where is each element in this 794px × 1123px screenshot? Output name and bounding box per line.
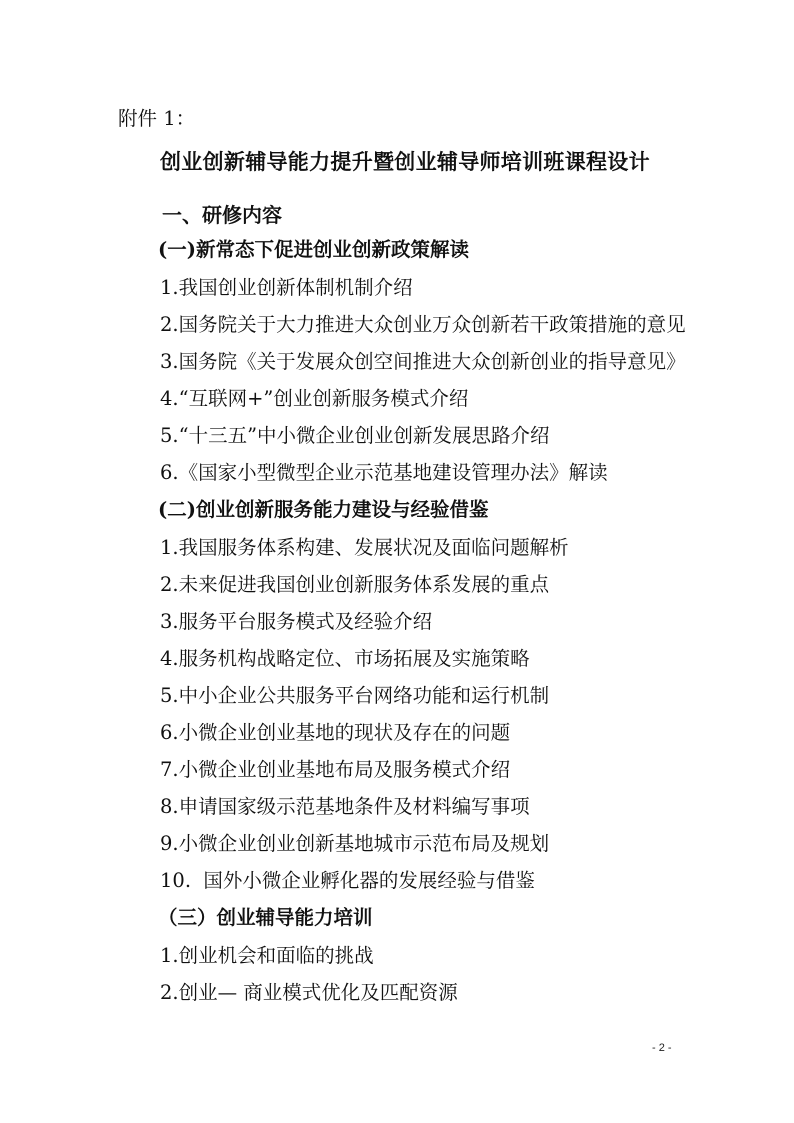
list-item: 8.申请国家级示范基地条件及材料编写事项 [160, 795, 530, 818]
attachment-label: 附件 1： [118, 107, 196, 130]
list-item: 2.创业— 商业模式优化及匹配资源 [160, 981, 458, 1004]
list-item: 1.我国服务体系构建、发展状况及面临问题解析 [160, 536, 569, 559]
list-item: 3.国务院《关于发展众创空间推进大众创新创业的指导意见》 [160, 350, 686, 373]
list-item: 2.国务院关于大力推进大众创业万众创新若干政策措施的意见 [160, 313, 686, 336]
list-item: 2.未来促进我国创业创新服务体系发展的重点 [160, 573, 550, 596]
part-heading: (一)新常态下促进创业创新政策解读 [158, 238, 469, 261]
list-item: 9.小微企业创业创新基地城市示范布局及规划 [160, 832, 550, 855]
list-item: 7.小微企业创业基地布局及服务模式介绍 [160, 758, 511, 781]
list-item: 1.我国创业创新体制机制介绍 [160, 276, 413, 299]
list-item: 6.《国家小型微型企业示范基地建设管理办法》解读 [160, 461, 608, 484]
list-item: 4.“互联网+”创业创新服务模式介绍 [160, 387, 469, 410]
list-item: 1.创业机会和面临的挑战 [160, 944, 374, 967]
list-item: 5.中小企业公共服务平台网络功能和运行机制 [160, 684, 550, 707]
section-heading: 一、研修内容 [162, 203, 282, 227]
list-item: 6.小微企业创业基地的现状及存在的问题 [160, 721, 511, 744]
list-item: 3.服务平台服务模式及经验介绍 [160, 610, 433, 633]
page-number: - 2 - [652, 1042, 672, 1054]
list-item: 10. 国外小微企业孵化器的发展经验与借鉴 [160, 869, 535, 892]
part-heading: （三）创业辅导能力培训 [158, 906, 373, 929]
document-title: 创业创新辅导能力提升暨创业辅导师培训班课程设计 [160, 149, 650, 174]
list-item: 5.“十三五”中小微企业创业创新发展思路介绍 [160, 424, 550, 447]
list-item: 4.服务机构战略定位、市场拓展及实施策略 [160, 647, 530, 670]
part-heading: (二)创业创新服务能力建设与经验借鉴 [158, 498, 489, 521]
